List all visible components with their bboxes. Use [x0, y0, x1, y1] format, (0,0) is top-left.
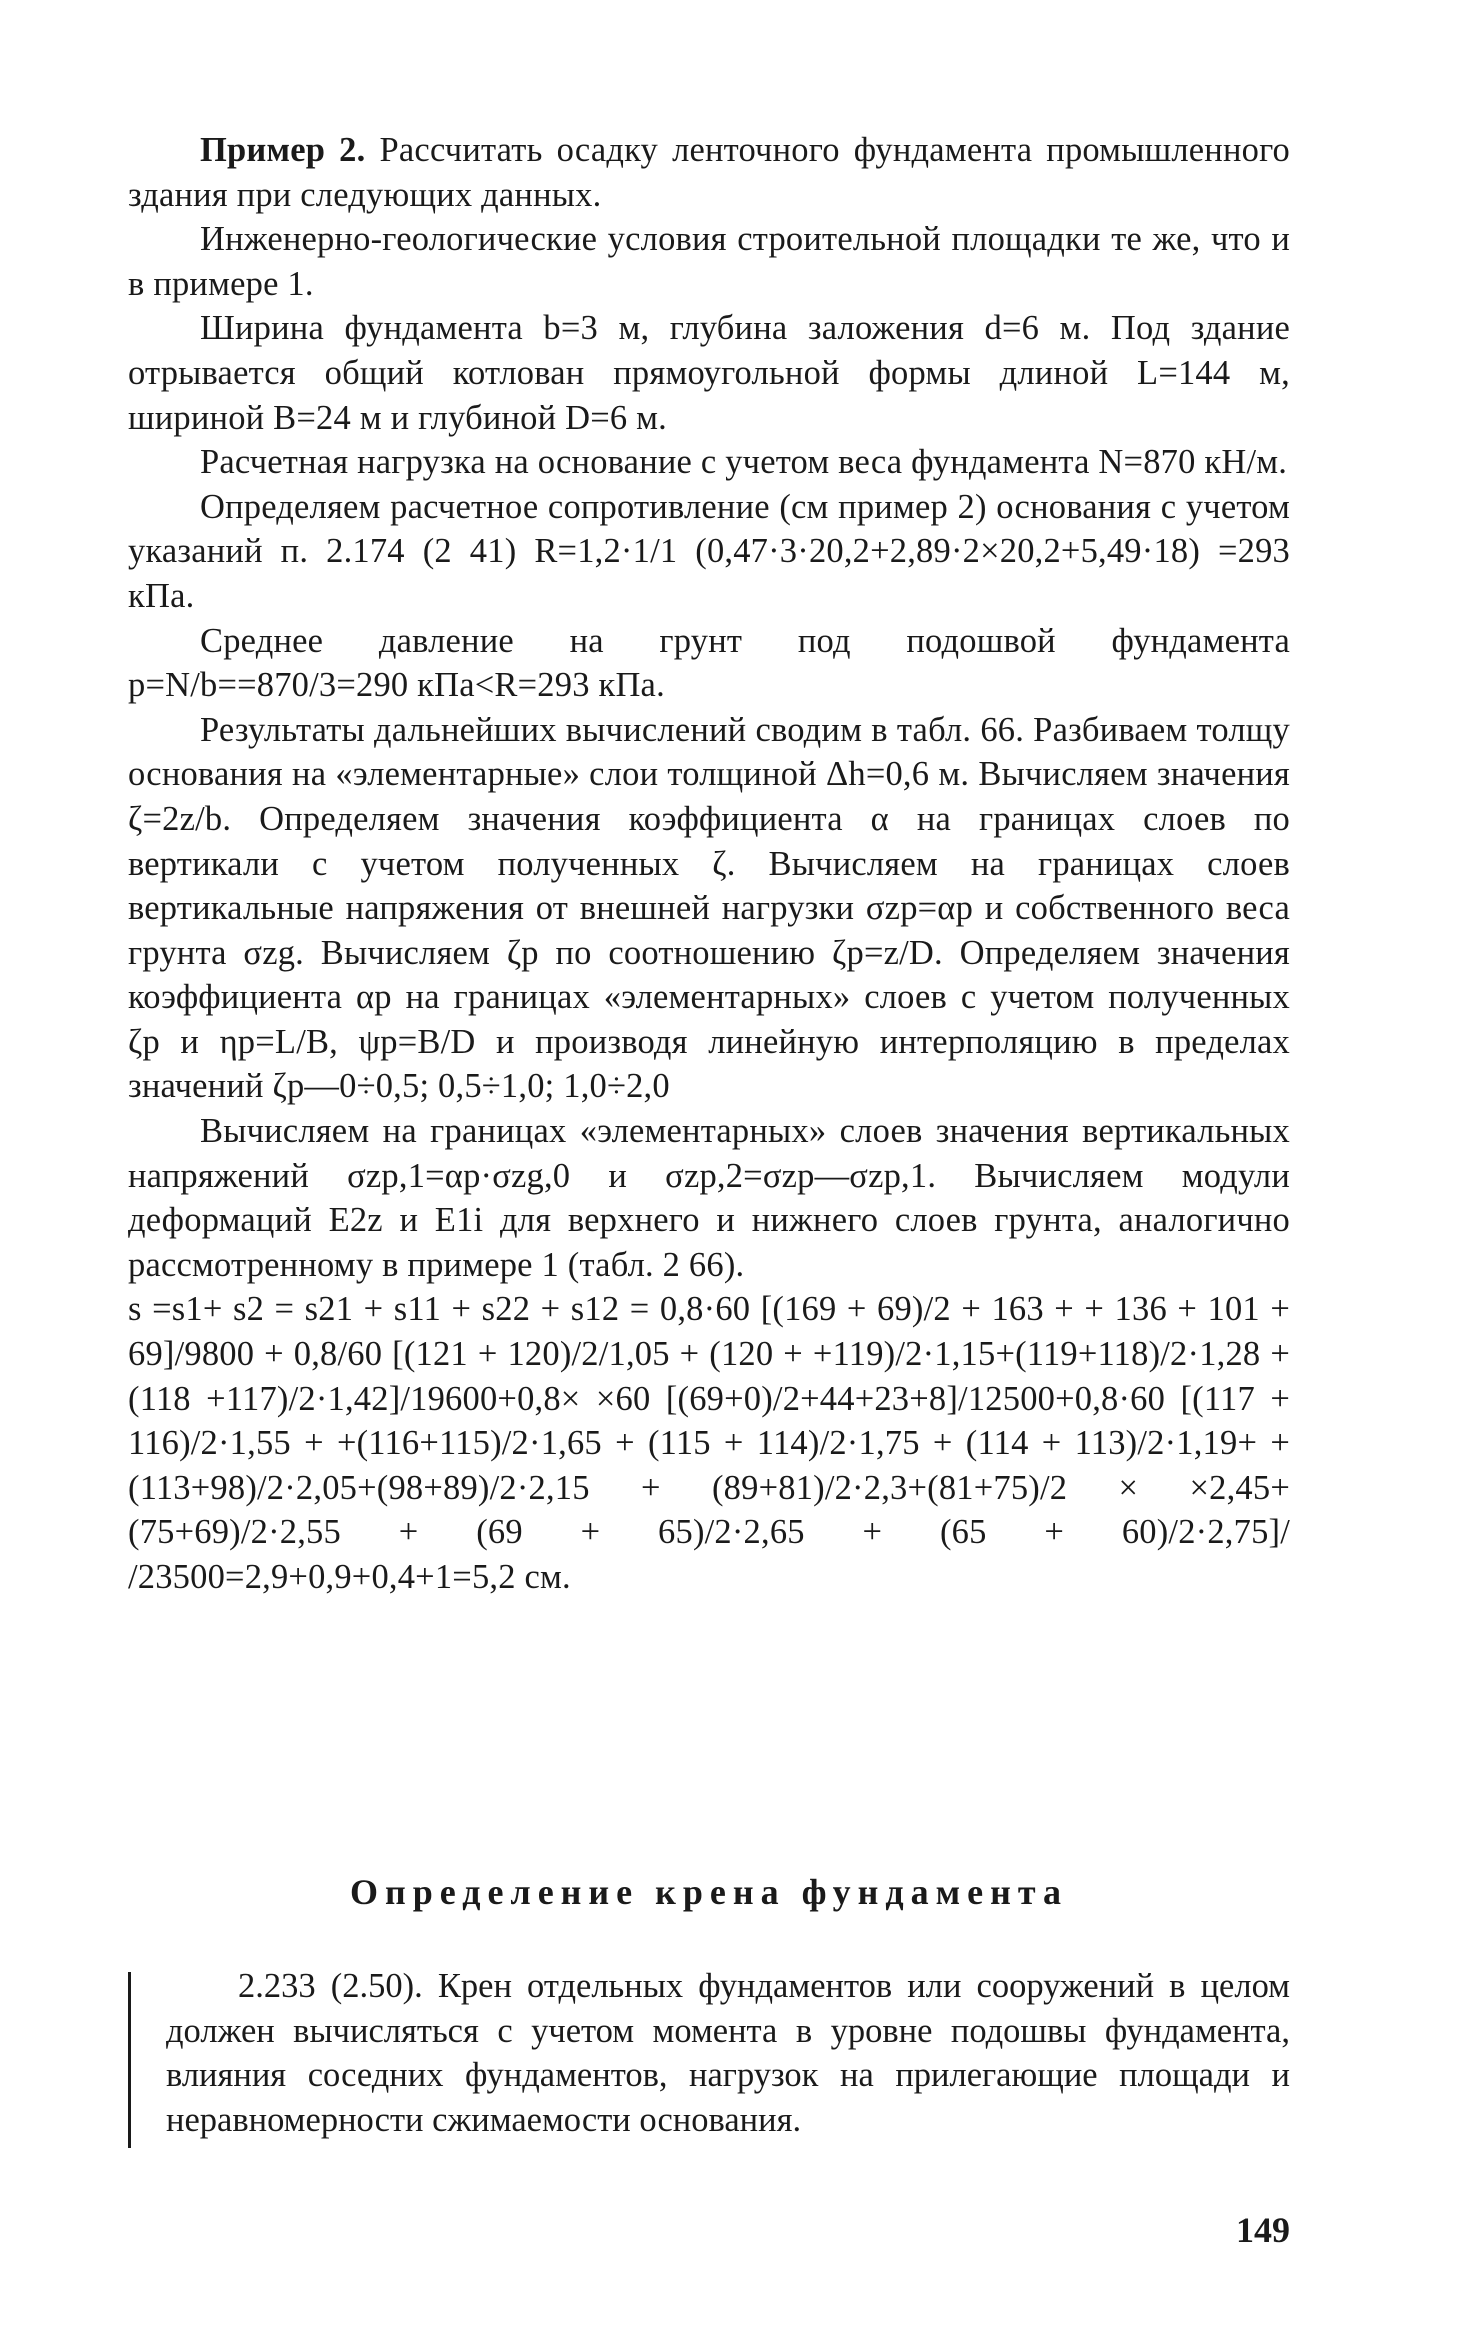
section-heading: Определение крена фундамента: [350, 1872, 1068, 1912]
example-intro-paragraph: [128, 128, 1290, 217]
paragraph-design-resistance: Определяем расчетное сопротивление (см пример 2) основания с учетом указаний п. 2.174 (2 41) R=1,2·1/1 (0,47·3·20,2+2,89·2×20,2+5,49·18) =293 кПа.: [128, 487, 1290, 615]
clause-number: 2.233 (2.50).: [238, 1967, 423, 2005]
paragraph-stress-moduli: Вычисляем на границах «элементарных» слоев значения вертикальных напряжений σzp,1=αp·σzg,0 и σzp,2=σzp—σzp,1. Вычисляем модули деформаций E2z и E1i для верхнего и нижнего слоев грунта, аналогично рассмотренному в примере 1 (табл. 2 66).: [128, 1112, 1290, 1284]
example-block: [128, 128, 1290, 1600]
clause-paragraph: [166, 1964, 1290, 2142]
margin-change-bar: [128, 1972, 131, 2148]
example-intro-text: Рассчитать осадку ленточного фундамента промышленного здания при следующих данных.: [128, 131, 1291, 214]
example-label: Пример 2.: [200, 131, 366, 169]
paragraph-calculation-steps: Результаты дальнейших вычислений сводим в табл. 66. Разбиваем толщу основания на «элементарные» слои толщиной Δh=0,6 м. Вычисляем значения ζ=2z/b. Определяем значения коэффициента α на границах слоев по вертикали с учетом полученных ζ. Вычисляем на границах слоев вертикальные напряжения от внешней нагрузки σzp=αp и собственного веса грунта σzg. Вычисляем ζp по соотношению ζp=z/D. Определяем значения коэффициента αp на границах «элементарных» слоев с учетом полученных ζp и ηp=L/B, ψp=B/D и производя линейную интерполяцию в пределах значений ζp—0÷0,5; 0,5÷1,0; 1,0÷2,0: [128, 710, 1290, 1106]
paragraph-foundation-dimensions: Ширина фундамента b=3 м, глубина заложения d=6 м. Под здание отрывается общий котлован прямоугольной формы длиной L=144 м, шириной B=24 м и глубиной D=6 м.: [128, 309, 1290, 437]
paragraph-average-pressure: Среднее давление на грунт под подошвой фундамента p=N/b==870/3=290 кПа<R=293 кПа.: [128, 621, 1290, 705]
clause-text: Крен отдельных фундаментов или сооружений в целом должен вычисляться с учетом момента в уровне подошвы фундамента, влияния соседних фундаментов, нагрузок на прилегающие площади и неравномерности сжимаемости основания.: [166, 1967, 1291, 2139]
settlement-formula: s =s1+ s2 = s21 + s11 + s22 + s12 = 0,8·60 [(169 + 69)/2 + 163 + + 136 + 101 + 69]/9800 + 0,8/60 [(121 + 120)/2/1,05 + (120 + +119)/2·1,15+(119+118)/2·1,28 + (118 +117)/2·1,42]/19600+0,8× ×60 [(69+0)/2+44+23+8]/12500+0,8·60 [(117 + 116)/2·1,55 + +(116+115)/2·1,65 + (115 + 114)/2·1,75 + (114 + 113)/2·1,19+ +(113+98)/2·2,05+(98+89)/2·2,15 + (89+81)/2·2,3+(81+75)/2 × ×2,45+(75+69)/2·2,55 + (69 + 65)/2·2,65 + (65 + 60)/2·2,75]/ /23500=2,9+0,9+0,4+1=5,2 см.: [128, 1290, 1290, 1596]
clause-block: [166, 1964, 1290, 2142]
paragraph-design-load: Расчетная нагрузка на основание с учетом веса фундамента N=870 кН/м.: [200, 443, 1288, 482]
page-number: 149: [1236, 2210, 1290, 2250]
paragraph-geology: Инженерно-геологические условия строительной площадки те же, что и в примере 1.: [128, 220, 1290, 303]
